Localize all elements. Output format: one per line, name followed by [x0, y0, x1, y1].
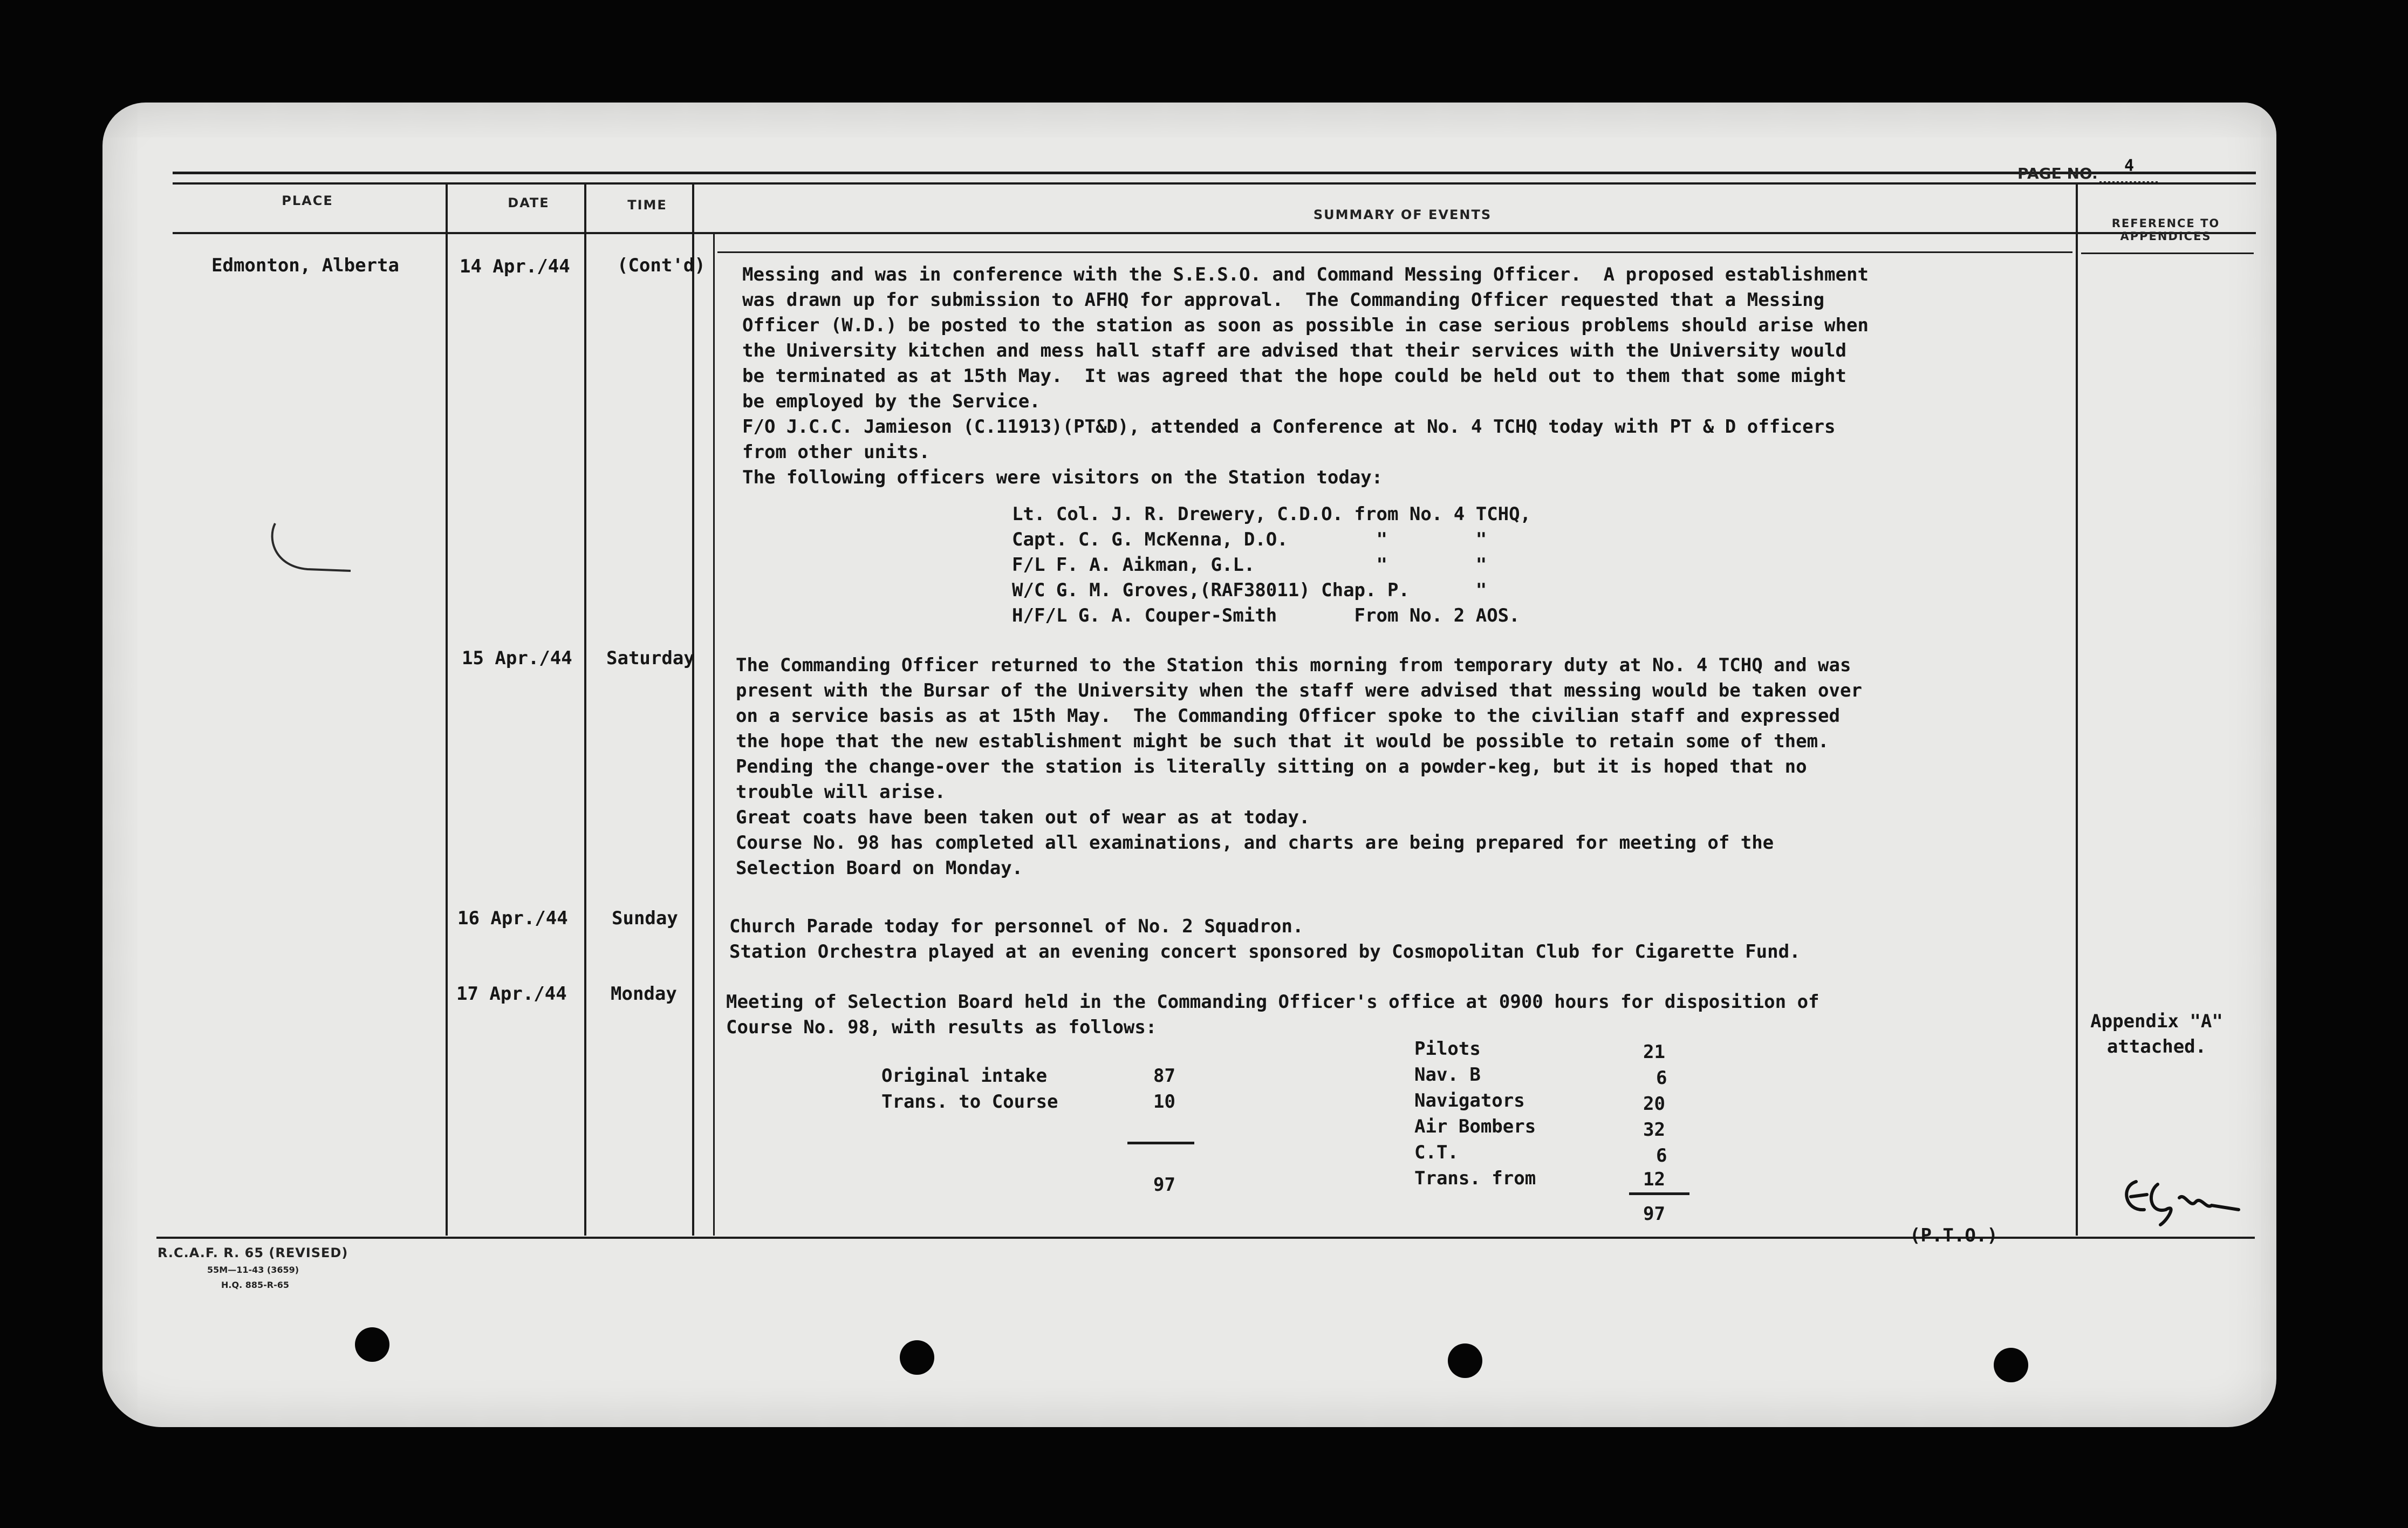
intake-label: Original intake	[881, 1065, 1048, 1087]
result-value: 21	[1643, 1041, 1665, 1063]
entry1-summary: Messing and was in conference with the S.E.S.O. and Command Messing Officer. A proposed establishment was drawn up for submission to AFHQ for approval. The Commanding Officer requested that a Messing Officer (W.D.) be posted to the station as soon as possible in case serious problems should arise when the University kitchen and mess hall staff are advised that their services with the University would be terminated as at 15th May. It was agreed that the hope could be held out to them that some might be employed by the Service. F/O J.C.C. Jamieson (C.11913)(PT&D), attended a Conference at No. 4 TCHQ today with PT & D officers from other units. The following officers were visitors on the Station today:	[742, 264, 1869, 488]
print-code: 55M—11-43 (3659)	[207, 1265, 299, 1275]
stray-pencil-mark	[264, 518, 356, 577]
header-date: DATE	[508, 195, 550, 210]
result-label: Nav. B	[1414, 1064, 1481, 1086]
entry2-date: 15 Apr./44	[462, 647, 572, 669]
result-label: Navigators	[1414, 1090, 1525, 1111]
col-line-time	[692, 182, 694, 1236]
entry3-date: 16 Apr./44	[457, 908, 568, 929]
col-line-appendix	[2076, 182, 2078, 1236]
intake-value: 10	[1153, 1091, 1175, 1113]
results-total: 97	[1643, 1203, 1665, 1225]
result-label: Air Bombers	[1414, 1116, 1536, 1137]
results-total-rule	[1629, 1192, 1689, 1195]
appendix-reference: Appendix "A" attached.	[2090, 1011, 2223, 1058]
entry4-summary: Meeting of Selection Board held in the Commanding Officer's office at 0900 hours for disposition of Course No. 98, with results as follows:	[726, 991, 1819, 1038]
result-value: 32	[1643, 1119, 1665, 1141]
intake-label: Trans. to Course	[881, 1091, 1058, 1113]
top-rule	[173, 172, 2256, 174]
intake-value: 87	[1153, 1065, 1175, 1087]
punch-hole	[900, 1340, 934, 1375]
header-rule	[173, 182, 2256, 185]
page-number-dotted-line	[2099, 181, 2159, 182]
entry2-summary: The Commanding Officer returned to the Station this morning from temporary duty at No. 4 TCHQ and was present with the Bursar of the University when the staff were advised that messing would be taken over on a service basis as at 15th May. The Commanding Officer spoke to the civilian staff and expressed the hope that the new establishment might be such that it would be possible to retain some of them. Pending the change-over the station is literally sitting on a powder-keg, but it is hoped that no trouble will arise. Great coats have been taken out of wear as at today. Course No. 98 has completed all examinations, and charts are being prepared for meeting of the Selection Board on Monday.	[736, 654, 1862, 879]
form-number: R.C.A.F. R. 65 (REVISED)	[158, 1245, 348, 1260]
entry4-time: Monday	[611, 983, 677, 1005]
page-number: 4	[2124, 156, 2135, 175]
entry3-time: Sunday	[612, 908, 678, 929]
col-line-summary	[713, 232, 715, 1236]
intake-total-rule	[1127, 1142, 1194, 1144]
result-label: C.T.	[1414, 1142, 1459, 1163]
punch-hole	[1994, 1348, 2028, 1382]
punch-hole	[1448, 1343, 1482, 1378]
header-time: TIME	[627, 197, 667, 213]
result-value: 12	[1643, 1169, 1665, 1190]
col-line-place	[446, 182, 448, 1236]
header-place: PLACE	[282, 193, 333, 208]
entry4-date: 17 Apr./44	[456, 983, 567, 1005]
col-line-date	[584, 182, 586, 1236]
entry3-summary: Church Parade today for personnel of No. 2 Squadron. Station Orchestra played at an evening concert sponsored by Cosmopolitan Club for Cigarette Fund.	[729, 916, 1801, 963]
place-name: Edmonton, Alberta	[211, 255, 399, 276]
entry1-visitors: Lt. Col. J. R. Drewery, C.D.O. from No. 4 TCHQ, Capt. C. G. McKenna, D.O. " " F/L F. A. Aikman, G.L. " " W/C G. M. Groves,(RAF38011) Chap. P. " H/F/L G. A. Couper-Smith From No. 2 AOS.	[1012, 503, 1531, 626]
punch-hole	[355, 1327, 389, 1362]
header-reference: REFERENCE TO APPENDICES	[2111, 217, 2220, 243]
entry2-time: Saturday	[606, 647, 695, 669]
header-bottom-rule	[173, 232, 2256, 234]
entry1-time: (Cont'd)	[617, 255, 706, 276]
entry1-date: 14 Apr./44	[460, 256, 570, 277]
result-value: 6	[1656, 1067, 1667, 1089]
please-turn-over: (P.T.O.)	[1910, 1225, 1998, 1246]
result-label: Trans. from	[1414, 1168, 1536, 1189]
header-summary: SUMMARY OF EVENTS	[1313, 207, 1492, 222]
intake-total: 97	[1153, 1174, 1175, 1196]
result-value: 20	[1643, 1093, 1665, 1115]
result-label: Pilots	[1414, 1038, 1481, 1060]
hq-code: H.Q. 885-R-65	[221, 1280, 289, 1290]
appendix-header-rule	[2081, 253, 2254, 254]
page-number-label: PAGE NO.	[2017, 165, 2098, 182]
signature-mark	[2115, 1160, 2244, 1230]
summary-header-rule	[717, 251, 2072, 253]
result-value: 6	[1656, 1145, 1667, 1167]
